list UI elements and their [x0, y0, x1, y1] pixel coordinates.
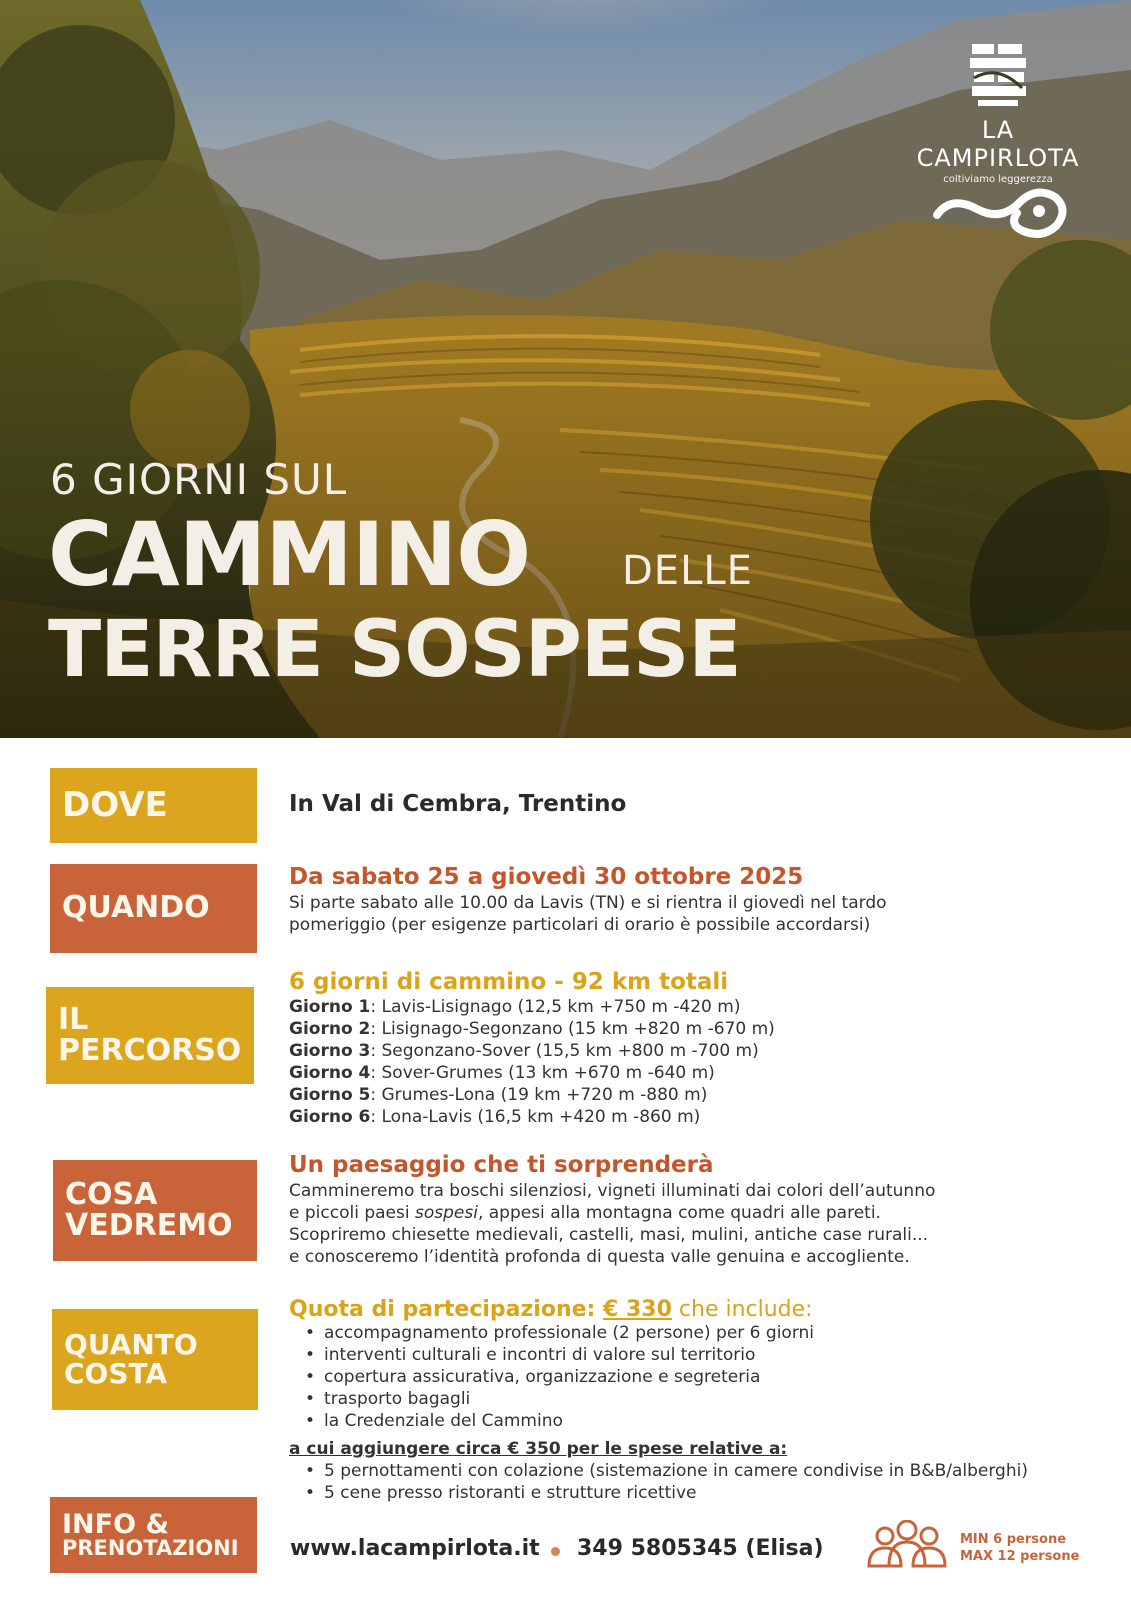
- percorso-day-5: [289, 1084, 775, 1106]
- label-percorso: [46, 987, 254, 1084]
- day-route: : Segonzano-Sover (15,5 km +800 m -700 m): [370, 1041, 759, 1061]
- day-label: Giorno 5: [289, 1085, 371, 1105]
- hero-title-line2: TERRE SOSPESE: [48, 605, 741, 695]
- label-vedremo-line2: VEDREMO: [65, 1207, 233, 1243]
- day-label: Giorno 6: [289, 1107, 371, 1127]
- day-label: Giorno 2: [289, 1019, 371, 1039]
- label-quando-text: QUANDO: [62, 890, 210, 926]
- costa-section: [289, 1297, 1028, 1504]
- hero-kicker: 6 GIORNI SUL: [50, 455, 348, 504]
- hero-title-connector: DELLE: [622, 548, 753, 594]
- day-label: Giorno 4: [289, 1063, 371, 1083]
- day-route: : Lavis-Lisignago (12,5 km +750 m -420 m): [370, 997, 741, 1017]
- campirlota-logo: [903, 42, 1093, 185]
- costa-heading-a: Quota di partecipazione:: [289, 1297, 604, 1322]
- label-dove-text: DOVE: [62, 785, 168, 826]
- label-vedremo-line1: COSA: [65, 1176, 158, 1212]
- list-item: • interventi culturali e incontri di valore sul territorio: [305, 1344, 1028, 1366]
- separator-dot: [551, 1547, 560, 1556]
- vedremo-line2-b: , appesi alla montagna come quadri alle pareti.: [477, 1203, 881, 1223]
- group-min: MIN 6 persone: [960, 1532, 1067, 1547]
- label-costa-line2: COSTA: [64, 1356, 168, 1390]
- percorso-day-1: [289, 996, 775, 1018]
- vedremo-line3: Scopriremo chiesette medievali, castelli, masi, mulini, antiche case rurali...: [289, 1225, 929, 1245]
- vedremo-line1: Cammineremo tra boschi silenziosi, vigneti illuminati dai colori dell’autunno: [289, 1181, 936, 1201]
- percorso-day-4: [289, 1062, 775, 1084]
- label-costa: [52, 1309, 258, 1410]
- infinity-swirl-icon: [931, 175, 1073, 247]
- list-item: • la Credenziale del Cammino: [305, 1410, 1028, 1432]
- quando-heading: Da sabato 25 a giovedì 30 ottobre 2025: [289, 864, 804, 890]
- brand-name: LA CAMPIRLOTA: [916, 116, 1080, 172]
- label-percorso-line1: IL: [58, 1001, 89, 1037]
- dove-text: In Val di Cembra, Trentino: [289, 791, 627, 817]
- quando-line1: Si parte sabato alle 10.00 da Lavis (TN) e si rientra il giovedì nel tardo: [289, 893, 887, 913]
- brand-tagline: coltiviamo leggerezza: [943, 174, 1053, 185]
- phone-link[interactable]: 349 5805345 (Elisa): [577, 1536, 824, 1561]
- costa-heading: [289, 1297, 1028, 1322]
- percorso-day-2: [289, 1018, 775, 1040]
- costa-includes-list: [289, 1322, 1028, 1432]
- label-vedremo: [53, 1160, 257, 1261]
- list-item: • 5 pernottamenti con colazione (sistemazione in camere condivise in B&B/alberghi): [305, 1460, 1028, 1482]
- list-item: • trasporto bagagli: [305, 1388, 1028, 1410]
- day-route: : Lisignago-Segonzano (15 km +820 m -670 m): [370, 1019, 775, 1039]
- list-item: • 5 cene presso ristoranti e strutture ricettive: [305, 1482, 1028, 1504]
- list-item: • copertura assicurativa, organizzazione e segreteria: [305, 1366, 1028, 1388]
- percorso-section: [289, 969, 775, 1128]
- list-item: • accompagnamento professionale (2 persone) per 6 giorni: [305, 1322, 1028, 1344]
- costa-extra-heading: a cui aggiungere circa € 350 per le spese relative a:: [289, 1439, 788, 1459]
- label-info-line1: INFO &: [62, 1508, 169, 1540]
- website-link[interactable]: www.lacampirlota.it: [290, 1536, 540, 1561]
- percorso-heading: 6 giorni di cammino - 92 km totali: [289, 969, 729, 995]
- label-costa-line1: QUANTO: [64, 1327, 198, 1361]
- vedremo-section: [289, 1152, 935, 1268]
- day-route: : Grumes-Lona (19 km +720 m -880 m): [370, 1085, 708, 1105]
- day-label: Giorno 3: [289, 1041, 371, 1061]
- percorso-days: [289, 996, 775, 1128]
- day-route: : Sover-Grumes (13 km +670 m -640 m): [370, 1063, 715, 1083]
- hero-title-line1: CAMMINO: [48, 503, 531, 606]
- costa-price: € 330: [603, 1297, 672, 1322]
- vedremo-line2-em: sospesi: [414, 1203, 478, 1223]
- costa-heading-b: che include:: [671, 1297, 813, 1322]
- vedremo-line2-a: e piccoli paesi: [289, 1203, 415, 1223]
- label-quando: [50, 864, 257, 953]
- label-dove: [50, 768, 257, 843]
- group-size: [960, 1531, 1079, 1565]
- quando-line2: pomeriggio (per esigenze particolari di orario è possibile accordarsi): [289, 915, 871, 935]
- vedremo-line4: e conosceremo l’identità profonda di questa valle genuina e accogliente.: [289, 1247, 910, 1267]
- day-label: Giorno 1: [289, 997, 371, 1017]
- vedremo-line2: [289, 1202, 935, 1224]
- vedremo-heading: Un paesaggio che ti sorprenderà: [289, 1152, 714, 1178]
- logo-mark-icon: [966, 42, 1030, 108]
- label-info-line2: PRENOTAZIONI: [62, 1536, 239, 1561]
- label-percorso-line2: PERCORSO: [58, 1032, 242, 1068]
- percorso-day-3: [289, 1040, 775, 1062]
- group-people-icon: [865, 1520, 949, 1570]
- label-info: [50, 1497, 257, 1573]
- percorso-day-6: [289, 1106, 775, 1128]
- group-max: MAX 12 persone: [960, 1549, 1080, 1564]
- costa-extras-list: [289, 1460, 1028, 1504]
- day-route: : Lona-Lavis (16,5 km +420 m -860 m): [370, 1107, 701, 1127]
- hero-image: [0, 0, 1131, 738]
- quando-section: [289, 864, 887, 936]
